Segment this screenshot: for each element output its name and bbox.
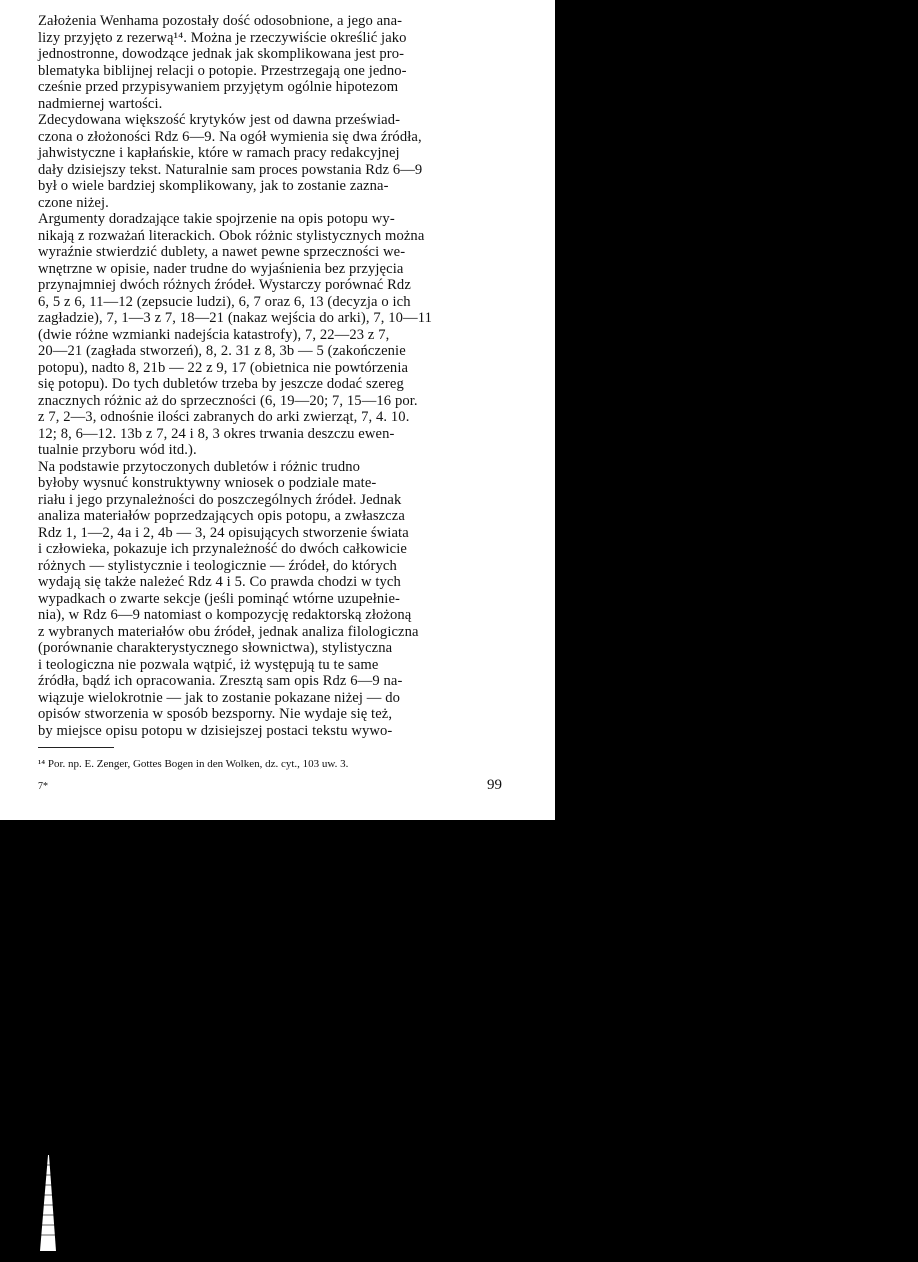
- text-line: Rdz 1, 1—2, 4a i 2, 4b — 3, 24 opisujących stworzenie świata: [38, 524, 409, 541]
- text-line: czona o złożoności Rdz 6—9. Na ogół wymienia się dwa źródła,: [38, 128, 422, 145]
- text-line: był o wiele bardziej skomplikowany, jak to zostanie zazna-: [38, 178, 389, 194]
- text-line: byłoby wysnuć konstruktywny wniosek o podziale mate-: [38, 475, 377, 491]
- text-line: z 7, 2—3, odnośnie ilości zabranych do arki zwierząt, 7, 4. 10.: [38, 409, 410, 425]
- printer-signature-mark: 7*: [38, 781, 48, 792]
- text-line: nadmiernej wartości.: [38, 95, 163, 112]
- footnote: ¹⁴ Por. np. E. Zenger, Gottes Bogen in den Wolken, dz. cyt., 103 uw. 3.: [38, 758, 349, 770]
- text-line: wyraźnie stwierdzić dublety, a nawet pewne sprzeczności we-: [38, 244, 406, 260]
- text-line: cześnie przed przypisywaniem przyjętym ogólnie hipotezom: [38, 79, 399, 95]
- footnote-rule: [38, 747, 114, 748]
- text-line: Argumenty doradzające takie spojrzenie na opis potopu wy-: [38, 211, 395, 227]
- text-line: z wybranych materiałów obu źródeł, jednak analiza filologiczna: [38, 623, 419, 640]
- text-line: wypadkach o zwarte sekcje (jeśli pominąć wtórne uzupełnie-: [38, 590, 400, 607]
- text-line: jahwistyczne i kapłańskie, które w ramach pracy redakcyjnej: [38, 145, 400, 161]
- text-line: nikają z rozważań literackich. Obok różnic stylistycznych można: [38, 227, 425, 244]
- text-line: riału i jego przynależności do poszczególnych źródeł. Jednak: [38, 491, 402, 508]
- text-line: 20—21 (zagłada stworzeń), 8, 2. 31 z 8, 3b — 5 (zakończenie: [38, 343, 406, 359]
- text-line: opisów stworzenia w sposób bezsporny. Nie wydaje się też,: [38, 706, 393, 722]
- text-line: i człowieka, pokazuje ich przynależność do dwóch całkowicie: [38, 541, 407, 557]
- text-line: 6, 5 z 6, 11—12 (zepsucie ludzi), 6, 7 oraz 6, 13 (decyzja o ich: [38, 293, 411, 310]
- text-line: blematyka biblijnej relacji o potopie. Przestrzegają one jedno-: [38, 62, 407, 79]
- text-line: czone niżej.: [38, 194, 109, 211]
- text-line: (porównanie charakterystycznego słownictwa), stylistyczna: [38, 640, 393, 656]
- text-line: potopu), nadto 8, 21b — 22 z 9, 17 (obietnica nie powtórzenia: [38, 359, 409, 376]
- text-line: znacznych różnic aż do sprzeczności (6, 19—20; 7, 15—16 por.: [38, 392, 418, 409]
- text-line: wiązuje wielokrotnie — jak to zostanie pokazane niżej — do: [38, 689, 401, 706]
- text-line: tualnie przyboru wód itd.).: [38, 442, 197, 458]
- text-line: by miejsce opisu potopu w dzisiejszej postaci tekstu wywo-: [38, 722, 393, 739]
- text-line: i teologiczna nie pozwala wątpić, iż występują tu te same: [38, 656, 379, 673]
- text-line: Na podstawie przytoczonych dubletów i różnic trudno: [38, 458, 361, 475]
- scan-edge-artifact: [40, 1155, 56, 1251]
- book-page: [0, 0, 555, 820]
- text-line: zagładzie), 7, 1—3 z 7, 18—21 (nakaz wejścia do arki), 7, 10—11: [38, 310, 432, 326]
- text-line: przynajmniej dwóch różnych źródeł. Wystarczy porównać Rdz: [38, 277, 411, 293]
- text-line: analiza materiałów poprzedzających opis potopu, a zwłaszcza: [38, 508, 405, 524]
- text-line: lizy przyjęto z rezerwą¹⁴. Można je rzeczywiście określić jako: [38, 29, 407, 46]
- text-line: różnych — stylistycznie i teologicznie — źródeł, do których: [38, 557, 397, 574]
- text-line: wydają się także należeć Rdz 4 i 5. Co prawda chodzi w tych: [38, 574, 401, 590]
- text-line: się potopu). Do tych dubletów trzeba by jeszcze dodać szereg: [38, 376, 404, 392]
- text-line: wnętrzne w opisie, nader trudne do wyjaśnienia bez przyjęcia: [38, 260, 404, 277]
- text-line: dały dzisiejszy tekst. Naturalnie sam proces powstania Rdz 6—9: [38, 161, 423, 178]
- text-line: źródła, bądź ich opracowania. Zresztą sam opis Rdz 6—9 na-: [38, 673, 403, 689]
- text-line: Założenia Wenhama pozostały dość odosobnione, a jego ana-: [38, 13, 403, 29]
- text-line: (dwie różne wzmianki nadejścia katastrofy), 7, 22—23 z 7,: [38, 326, 390, 343]
- text-line: jednostronne, dowodzące jednak jak skomplikowana jest pro-: [38, 46, 405, 62]
- text-line: 12; 8, 6—12. 13b z 7, 24 i 8, 3 okres trwania deszczu ewen-: [38, 425, 395, 442]
- text-line: Zdecydowana większość krytyków jest od dawna przeświad-: [38, 112, 401, 128]
- text-line: nia), w Rdz 6—9 natomiast o kompozycję redaktorską złożoną: [38, 607, 412, 623]
- page-number: 99: [487, 777, 502, 793]
